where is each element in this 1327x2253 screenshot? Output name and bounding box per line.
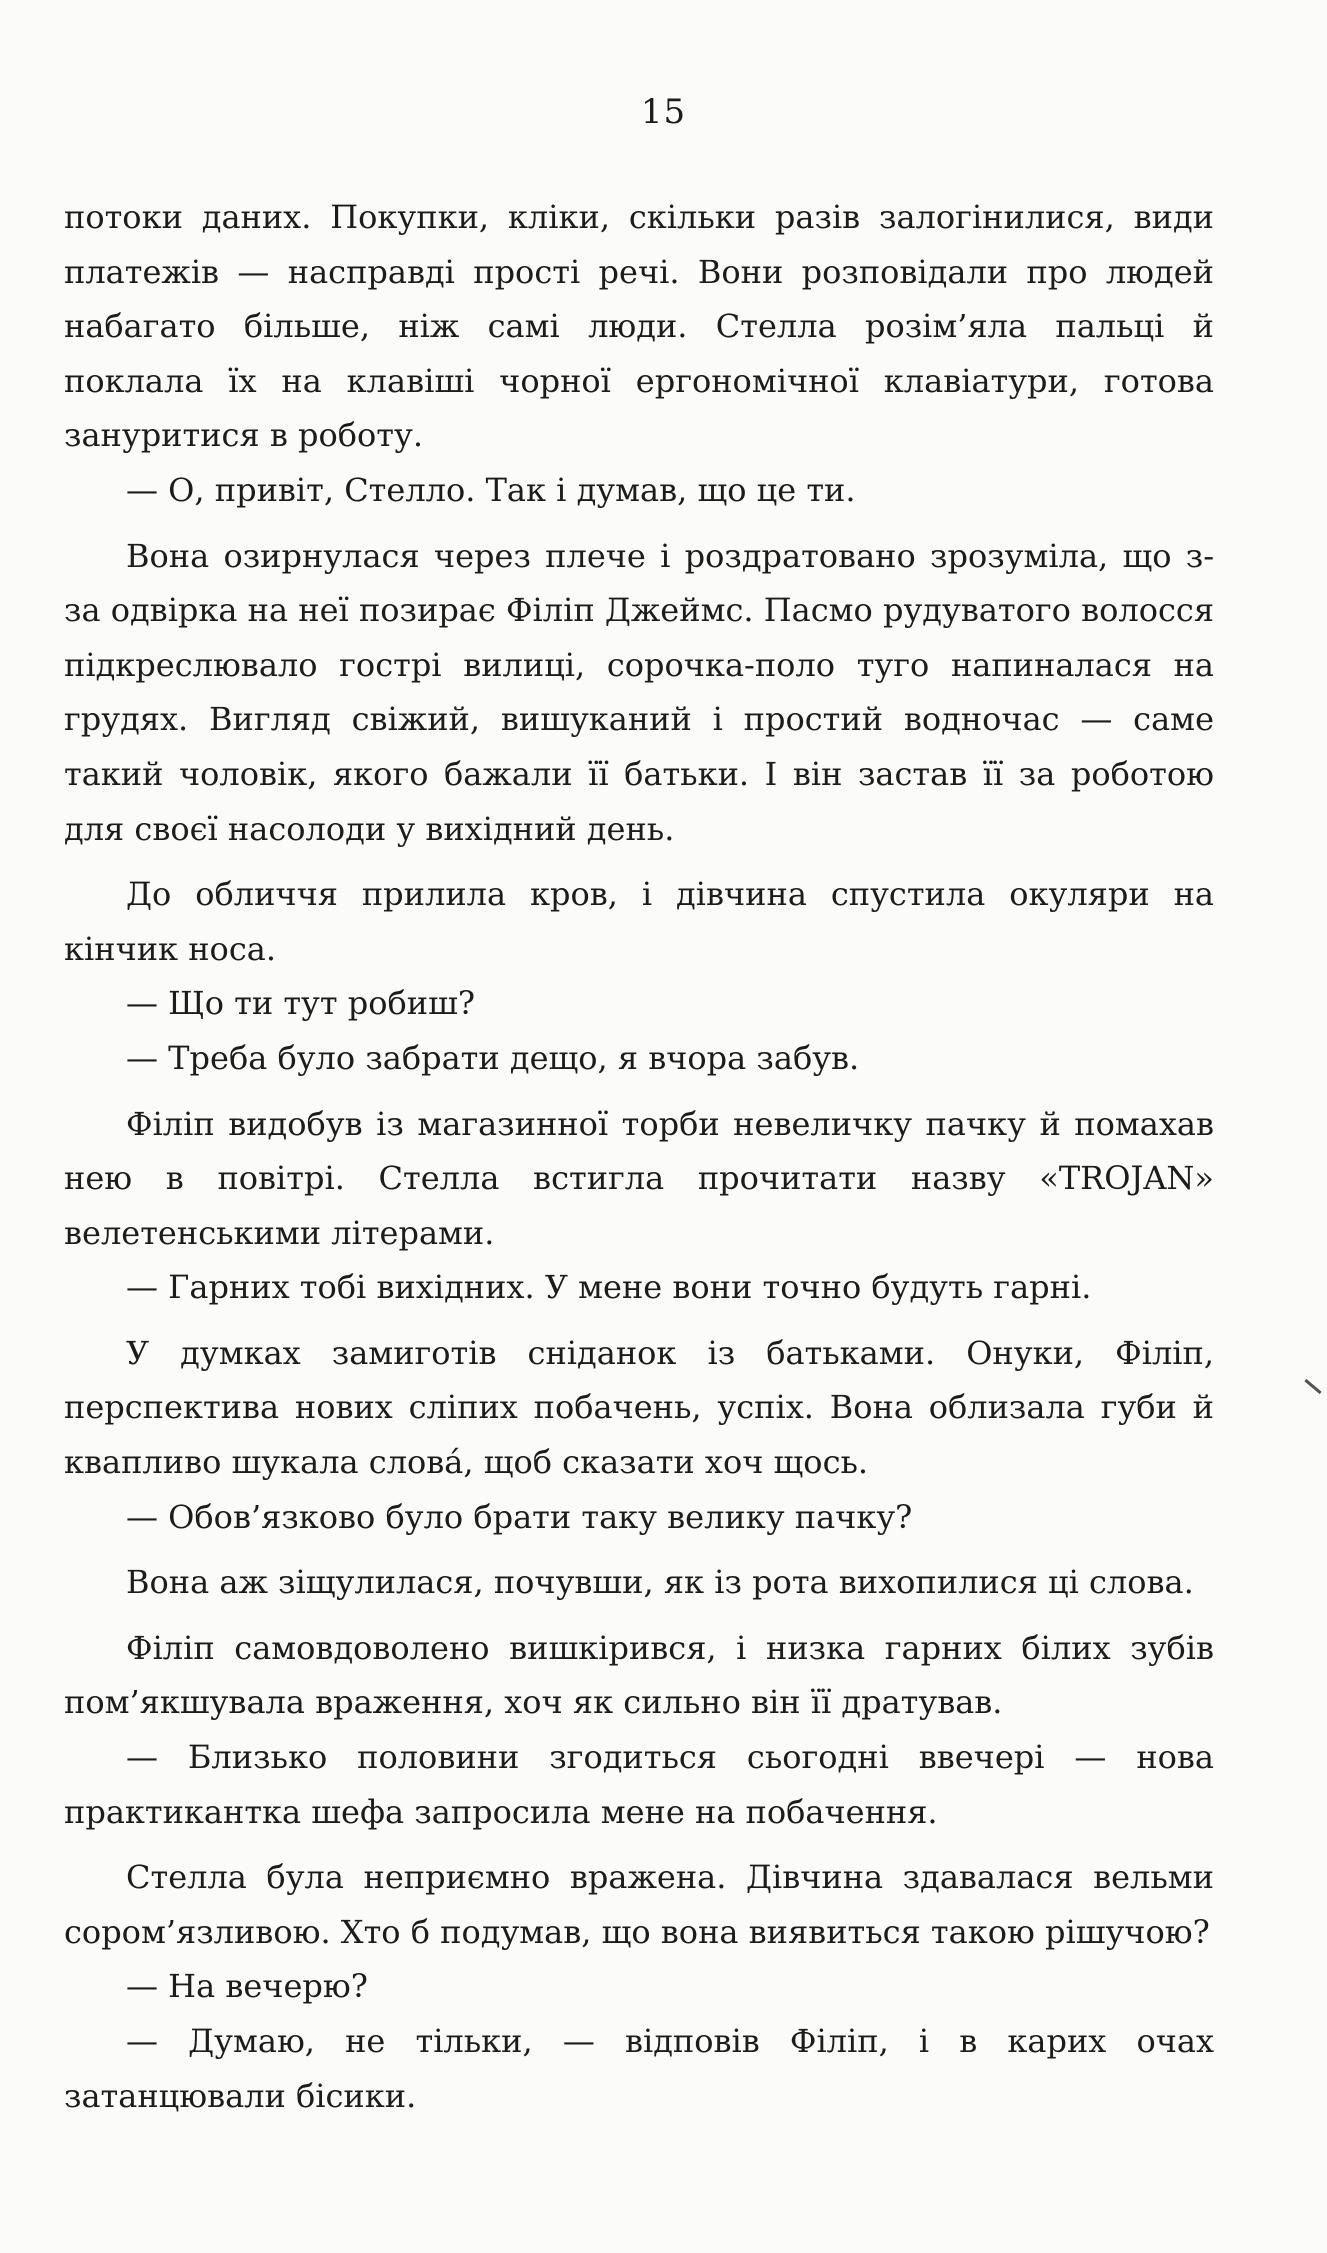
paragraph: — Треба було забрати дещо, я вчора забув.	[126, 1038, 860, 1077]
paragraph: Філіп видобув із магазинної торби невеличку пачку й помахав нею в повітрі. Стелла встигла прочитати назву «TROJAN» велетенськими літерами.	[64, 1104, 1214, 1252]
paragraph: Стелла була неприємно вражена. Дівчина здавалася вельми сором’язливою. Хто б подумав, що вона виявиться такою рішучою?	[64, 1858, 1214, 1951]
paragraph: — На вечерю?	[126, 1967, 368, 2006]
paragraph: потоки даних. Покупки, кліки, скільки разів залогінилися, види платежів — насправді прості речі. Вони розповідали про людей набагато більше, ніж самі люди. Стелла розім’яла пальці й поклала їх на клавіші чорної ергономічної клавіатури, готова зануритися в роботу.	[64, 198, 1214, 455]
paragraph: Вона аж зіщулилася, почувши, як із рота вихопилися ці слова.	[126, 1563, 1194, 1602]
paragraph: — Що ти тут робиш?	[126, 984, 475, 1023]
paragraph: — Гарних тобі вихідних. У мене вони точно будуть гарні.	[126, 1268, 1092, 1307]
paragraph: — Думаю, не тільки, — відповів Філіп, і в карих очах затанцювали бісики.	[64, 2022, 1214, 2115]
body-text	[64, 190, 1214, 2123]
paragraph: — О, привіт, Стелло. Так і думав, що це ти.	[126, 470, 856, 509]
paragraph: До обличчя прилила кров, і дівчина спустила окуляри на кінчик носа.	[64, 875, 1214, 968]
paragraph: Філіп самовдоволено вишкірився, і низка гарних білих зубів пом’якшувала враження, хоч як сильно він її дратував.	[64, 1628, 1214, 1722]
paragraph: Вона озирнулася через плече і роздратовано зрозуміла, що з-за одвірка на неї позирає Філіп Джеймс. Пасмо рудуватого волосся підкреслювало гострі вилиці, сорочка-поло туго напиналася на грудях. Вигляд свіжий, вишуканий і простий водночас — саме такий чоловік, якого бажали її батьки. І він застав її за роботою для своєї насолоди у вихідний день.	[64, 536, 1214, 848]
paragraph: У думках замиготів сніданок із батьками. Онуки, Філіп, перспектива нових сліпих побачень, успіх. Вона облизала губи й квапливо шукала слова́, щоб сказати хоч щось.	[64, 1333, 1214, 1482]
paragraph: — Обов’язково було брати таку велику пачку?	[126, 1497, 913, 1536]
page-number: 15	[640, 92, 687, 132]
paragraph: — Близько половини згодиться сьогодні ввечері — нова практикантка шефа запросила мене на побачення.	[64, 1738, 1214, 1831]
margin-mark	[1304, 1379, 1321, 1394]
